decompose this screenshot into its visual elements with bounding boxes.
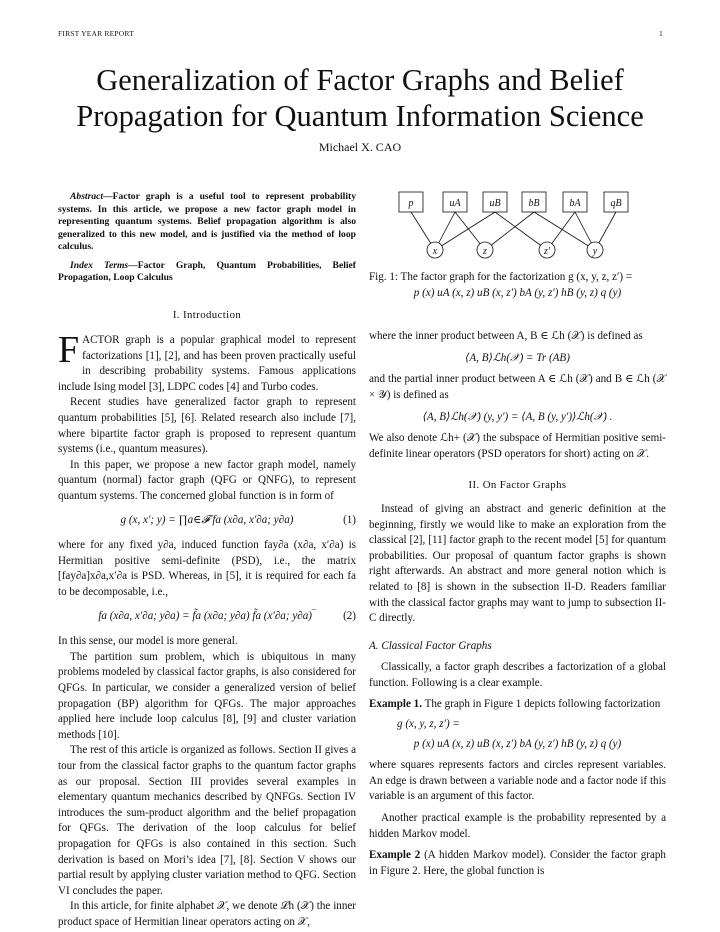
example-1-text: The graph in Figure 1 depicts following factorization <box>424 698 661 711</box>
title-line-2: Propagation for Quantum Information Science <box>76 99 644 133</box>
right-paragraph-7: Another practical example is the probability represented by a hidden Markov model. <box>369 812 666 840</box>
variable-label-z: z <box>483 246 487 257</box>
factor-graph-figure <box>369 186 666 268</box>
page-number: 1 <box>659 29 663 38</box>
equation-2-number: (2) <box>343 609 356 622</box>
partial-inner-product-equation: ⟨A, B⟩ℒh(𝒳) (y, y′) = ⟨A, B (y, y′)⟩ℒh(𝒳) . <box>422 410 613 423</box>
section-2-heading: II. On Factor Graphs <box>468 479 567 492</box>
factor-label-p: p <box>408 198 414 209</box>
intro-paragraph-7: The rest of this article is organized as follows. Section II gives a tour from the classical factor graphs to the quantum factor graphs as our proposal. Section III provides several examples in elementary quantum mechanics described by QNFGs. Section IV introduces the sum-product algorithm and the belief propagation for QFGs. The derivation of the loop calculus for belief propagation for QFGs is also contained in this section. Such derivation is based on Mori’s idea [7], [8]. Section V shows our partial result by applying cluster variation method to QFG. Section VI concludes the paper. <box>58 744 356 897</box>
intro-paragraph-4: where for any fixed y∂a, induced function fay∂a (x∂a, x′∂a) is Hermitian positive semi-definite (PSD), i.e., the matrix [fay∂a]x∂a,x′∂a is PSD. Whereas, in [5], it is required for each fa to be decomposable, i.e., <box>58 539 356 598</box>
title-line-1: Generalization of Factor Graphs and Belief <box>96 63 624 97</box>
subsection-a-heading: A. Classical Factor Graphs <box>369 639 492 652</box>
factor-label-uB: uB <box>489 198 501 209</box>
right-column <box>369 270 666 879</box>
figure-1-caption-line-1: Fig. 1: The factor graph for the factorization g (x, y, z, z′) = <box>369 271 633 283</box>
equation-1 <box>58 513 356 529</box>
section-1-heading: I. Introduction <box>172 308 242 321</box>
example-1-label: Example 1. <box>369 698 423 711</box>
example-2-text: Consider the factor graph in Figure 2. Here, the global function is <box>369 849 666 877</box>
right-paragraph-4: Instead of giving an abstract and generic definition at the beginning, firstly we would like to make an exploration from the classical [2], [11] factor graph to the recent model [5] for quantum probabilities. Our proposal of quantum factor graphs is shown right afterwards. An abstract and more general notion which is related to [8] is shown in the subsection II-D. Readers familiar with the classical factor graphs may want to jump to subsection II-C directly. <box>369 502 666 625</box>
abstract-text: —Factor graph is a useful tool to represent probability systems. In this article, we propose a new factor graph model in representing quantum systems. Belief propagation algorithm is also generalized to this new model, and is justified via the method of loop calculus. <box>58 191 356 252</box>
running-header: FIRST YEAR REPORT <box>58 29 134 38</box>
factor-label-uA: uA <box>449 198 461 209</box>
right-paragraph-3: We also denote ℒh+ (𝒳) the subspace of Hermitian positive semi-definite linear operators (PSD operators for short) acting on 𝒳. <box>369 432 666 460</box>
factor-label-qB: qB <box>610 198 622 209</box>
intro-paragraph-3: In this paper, we propose a new factor graph model, namely quantum (normal) factor graph (QFG or QNFG), to represent quantum systems. The concerned global function is in form of <box>58 458 356 503</box>
index-terms-text: —Factor Graph, Quantum Probabilities, Belief Propagation, Loop Calculus <box>58 259 356 283</box>
left-column <box>58 191 356 930</box>
example-1-equation-line-2: p (x) uA (x, z) uB (x, z′) bA (y, z′) hB (y, z) q (y) <box>413 737 622 750</box>
paper-title <box>60 62 660 134</box>
drop-cap: F <box>58 329 80 372</box>
intro-paragraph-6: The partition sum problem, which is ubiquitous in many problems modeled by classical factor graphs, is also considered for QFGs. In particular, we consider a generalized version of belief propagation (BP) algorithm for QFGs. The major approaches applied here include loop calculus [8], [9] and cluster variation methods [10]. <box>58 650 356 741</box>
intro-paragraph-5: In this sense, our model is more general. <box>58 635 238 648</box>
right-paragraph-5: Classically, a factor graph describes a factorization of a global function. Following is a clear example. <box>369 661 666 689</box>
abstract <box>58 191 356 254</box>
intro-paragraph-8: In this article, for finite alphabet 𝒳, we denote ℒh (𝒳) the inner product space of Hermitian linear operators acting on 𝒳, <box>58 900 356 928</box>
right-paragraph-2: and the partial inner product between A ∈ ℒh (𝒳) and B ∈ ℒh (𝒳 × 𝒴) is defined as <box>369 373 666 401</box>
abstract-label: Abstract <box>70 191 104 202</box>
variable-label-y: y <box>592 246 598 257</box>
factor-label-bB: bB <box>528 198 540 209</box>
index-terms <box>58 260 356 285</box>
equation-2 <box>58 609 356 625</box>
example-1 <box>369 697 666 713</box>
variable-label-x: x <box>432 246 438 257</box>
right-paragraph-1: where the inner product between A, B ∈ ℒh (𝒳) is defined as <box>369 330 643 343</box>
intro-p1-text: ACTOR graph is a popular graphical model to represent factorizations [1], [2], and has been proven practically useful in describing probability systems. Famous applications include Ising model [3], LDPC codes [4] and Turbo codes. <box>58 334 356 393</box>
example-2-label: Example 2 <box>369 849 421 862</box>
equation-1-number: (1) <box>343 513 356 526</box>
author: Michael X. CAO <box>318 140 402 154</box>
equation-1-body: g (x, x′; y) = ∏a∈𝓕 fa (x∂a, x′∂a; y∂a) <box>120 513 294 526</box>
example-2-paren: (A hidden Markov model). <box>424 849 547 862</box>
intro-paragraph-2: Recent studies have generalized factor graph to represent quantum probabilities [5], [6]. Related research also include [7], where bipartite factor graph is proposed to represent quantum systems (i.e., quantum measures). <box>58 396 356 456</box>
right-paragraph-6: where squares represents factors and circles represent variables. An edge is drawn between a variable node and a factor node if this variable is an argument of this factor. <box>369 759 666 803</box>
intro-paragraph-1 <box>58 329 356 395</box>
index-terms-label: Index Terms <box>70 259 129 271</box>
figure-1-caption-line-2: p (x) uA (x, z) uB (x, z′) bA (y, z′) hB (y, z) q (y) <box>413 286 622 299</box>
example-2 <box>369 848 666 879</box>
example-1-equation-line-1: g (x, y, z, z′) = <box>397 718 460 731</box>
variable-label-z-prime: z′ <box>543 246 551 257</box>
equation-2-body: fa (x∂a, x′∂a; y∂a) = f̃a (x∂a; y∂a) f̃a (x′∂a; y∂a)‾ <box>98 609 316 622</box>
factor-label-bA: bA <box>569 198 581 209</box>
figure-1-caption <box>369 270 666 301</box>
inner-product-equation: ⟨A, B⟩ℒh(𝒳) = Tr (AB) <box>465 351 570 364</box>
